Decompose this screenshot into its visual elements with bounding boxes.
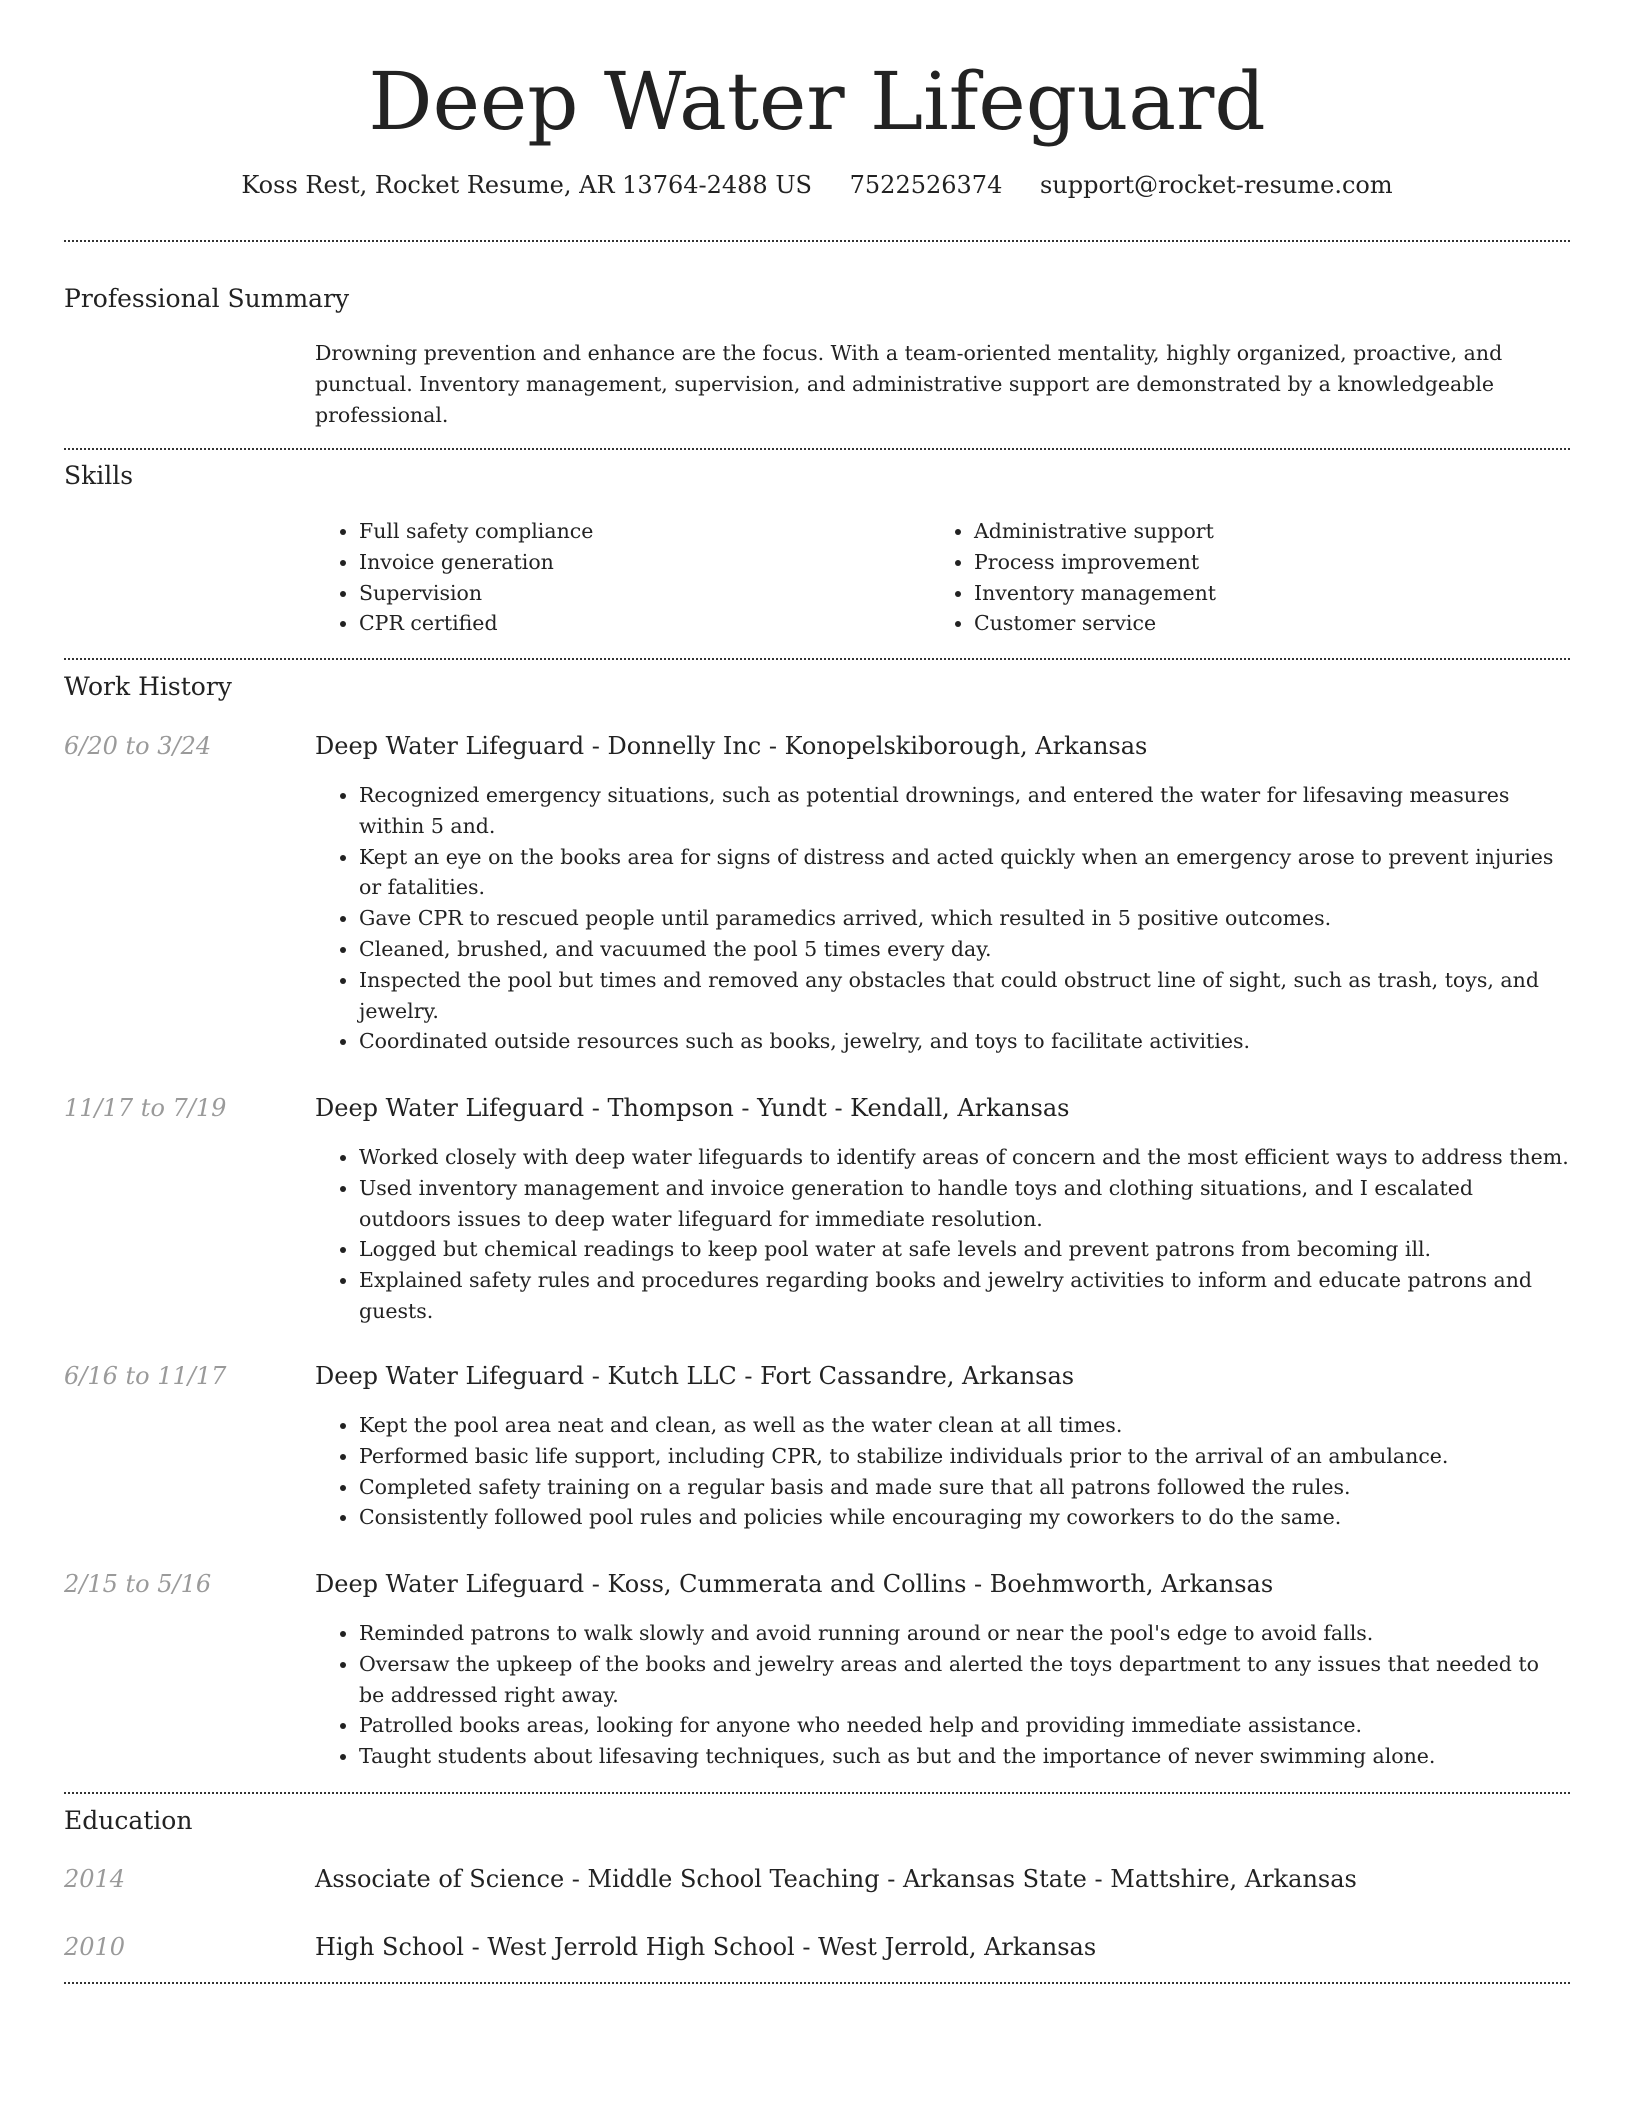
skill-item: • Process improvement [974, 547, 1530, 578]
job-bullet: • Patrolled books areas, looking for anyone who needed help and providing immediate assistance. [359, 1710, 1570, 1741]
job-title: Deep Water Lifeguard - Koss, Cummerata and Collins - Boehmworth, Arkansas [315, 1570, 1274, 1598]
job-bullet: • Performed basic life support, including CPR, to stabilize individuals prior to the arrival of an ambulance. [359, 1441, 1570, 1472]
job-title: Deep Water Lifeguard - Kutch LLC - Fort Cassandre, Arkansas [315, 1362, 1075, 1390]
job-bullet: • Recognized emergency situations, such as potential drownings, and entered the water for lifesaving measures within 5 and. [359, 780, 1570, 842]
job-bullets [315, 1618, 1570, 1772]
contact-line [64, 168, 1570, 202]
job-bullet: • Coordinated outside resources such as books, jewelry, and toys to facilitate activities. [359, 1026, 1570, 1057]
skill-item: • Customer service [974, 608, 1530, 639]
job-bullet: • Oversaw the upkeep of the books and jewelry areas and alerted the toys department to any issues that needed to be addressed right away. [359, 1649, 1570, 1711]
skill-item: • Inventory management [974, 578, 1530, 609]
skill-item: • Invoice generation [359, 547, 915, 578]
divider [64, 240, 1570, 242]
divider [64, 658, 1570, 660]
skill-item: • CPR certified [359, 608, 915, 639]
skills-column-right [930, 516, 1530, 639]
job-bullet: • Consistently followed pool rules and policies while encouraging my coworkers to do the same. [359, 1502, 1570, 1533]
job-bullet: • Gave CPR to rescued people until paramedics arrived, which resulted in 5 positive outcomes. [359, 903, 1570, 934]
job-bullet: • Explained safety rules and procedures regarding books and jewelry activities to inform and educate patrons and guests. [359, 1265, 1570, 1327]
job-bullet: • Completed safety training on a regular basis and made sure that all patrons followed the rules. [359, 1472, 1570, 1503]
contact-email: support@rocket-resume.com [1039, 171, 1393, 199]
divider [64, 1792, 1570, 1794]
education-title: High School - West Jerrold High School - West Jerrold, Arkansas [315, 1933, 1097, 1961]
job-bullets [315, 780, 1570, 1057]
job-date: 11/17 to 7/19 [64, 1094, 227, 1122]
job-bullet: • Kept the pool area neat and clean, as well as the water clean at all times. [359, 1410, 1570, 1441]
job-date: 6/16 to 11/17 [64, 1362, 227, 1390]
skill-item: • Administrative support [974, 516, 1530, 547]
job-bullet: • Taught students about lifesaving techniques, such as but and the importance of never swimming alone. [359, 1741, 1570, 1772]
job-bullet: • Kept an eye on the books area for signs of distress and acted quickly when an emergency arose to prevent injuries or fatalities. [359, 842, 1570, 904]
job-bullets [315, 1142, 1570, 1327]
summary-text: Drowning prevention and enhance are the focus. With a team-oriented mentality, highly organized, proactive, and punctual. Inventory management, supervision, and administrative support are demonstrated by a knowledgeable professional. [315, 341, 1503, 427]
skill-item: • Supervision [359, 578, 915, 609]
section-title-summary: Professional Summary [64, 284, 350, 313]
divider [64, 1982, 1570, 1984]
section-title-education: Education [64, 1806, 193, 1835]
section-title-skills: Skills [64, 461, 134, 490]
divider [64, 448, 1570, 450]
job-bullets [315, 1410, 1570, 1533]
job-bullet: • Inspected the pool but times and removed any obstacles that could obstruct line of sight, such as trash, toys, and jewelry. [359, 965, 1570, 1027]
contact-address: Koss Rest, Rocket Resume, AR 13764-2488 US [241, 171, 812, 199]
skills-column-left [315, 516, 915, 639]
contact-phone: 7522526374 [849, 171, 1003, 199]
education-date: 2014 [64, 1865, 126, 1893]
education-title: Associate of Science - Middle School Teaching - Arkansas State - Mattshire, Arkansas [315, 1865, 1357, 1893]
job-bullet: • Reminded patrons to walk slowly and avoid running around or near the pool's edge to avoid falls. [359, 1618, 1570, 1649]
section-title-work-history: Work History [64, 672, 232, 701]
job-title: Deep Water Lifeguard - Thompson - Yundt - Kendall, Arkansas [315, 1094, 1070, 1122]
job-date: 2/15 to 5/16 [64, 1570, 212, 1598]
job-bullet: • Worked closely with deep water lifeguards to identify areas of concern and the most efficient ways to address them. [359, 1142, 1570, 1173]
job-date: 6/20 to 3/24 [64, 732, 212, 760]
job-bullet: • Cleaned, brushed, and vacuumed the pool 5 times every day. [359, 934, 1570, 965]
resume-name: Deep Water Lifeguard [368, 55, 1266, 148]
job-bullet: • Used inventory management and invoice generation to handle toys and clothing situations, and I escalated outdoors issues to deep water lifeguard for immediate resolution. [359, 1173, 1570, 1235]
skill-item: • Full safety compliance [359, 516, 915, 547]
job-bullet: • Logged but chemical readings to keep pool water at safe levels and prevent patrons from becoming ill. [359, 1234, 1570, 1265]
education-date: 2010 [64, 1933, 126, 1961]
job-title: Deep Water Lifeguard - Donnelly Inc - Konopelskiborough, Arkansas [315, 732, 1148, 760]
